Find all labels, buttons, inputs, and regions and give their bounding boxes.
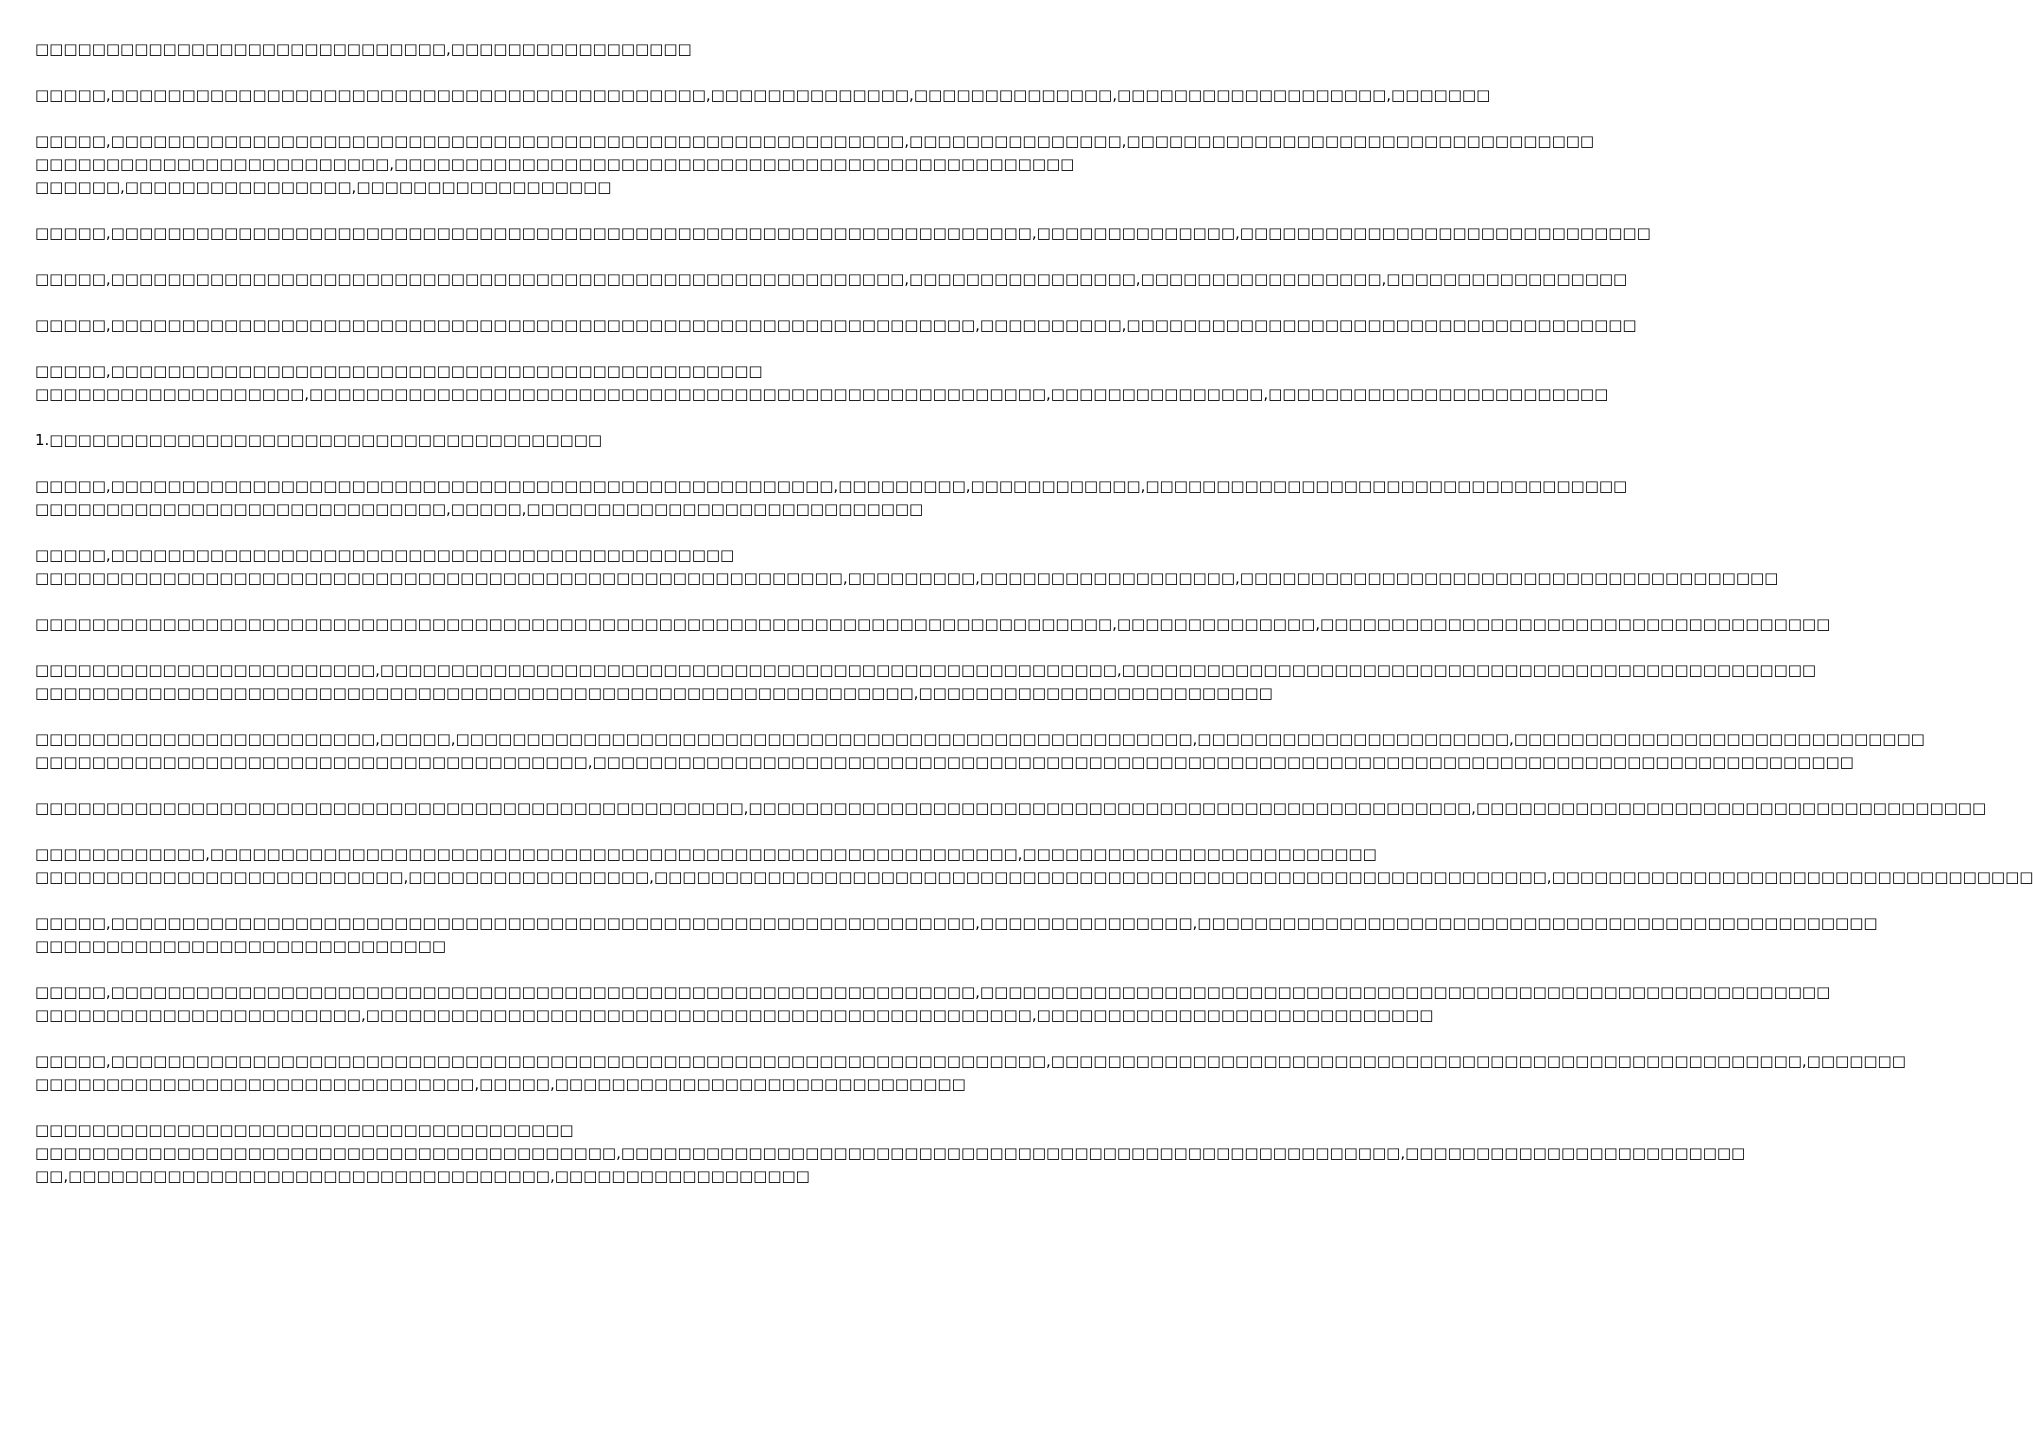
text-line: □□□□□,□□□□□□□□□□□□□□□□□□□□□□□□□□□□□□□□□□□□□□□□□□□□□□□□□□□□□□□□□□□□□□□□□□,□□□□□□□□□□□□□□□□□□□□□□□□□□□□□□□□□□□□□□□□□□□□□□□□□□□□□,□□□□□□□	[35, 1052, 1906, 1070]
text-line: □□□□□□□□□□□□□□□□□□□□□□□□□□□□□□□□□□□□□□□□□□□□□□□□□□,□□□□□□□□□□□□□□□□□□□□□□□□□□□□□□□□□□□□□□□□□□□□□□□□□□□,□□□□□□□□□□□□□□□□□□□□□□□□□□□□□□□□□□□□	[35, 799, 1987, 817]
paragraph	[35, 1050, 1906, 1096]
paragraph	[35, 843, 2033, 889]
text-line: □□□□□□□□□□□□□□□□□□□,□□□□□□□□□□□□□□□□□□□□□□□□□□□□□□□□□□□□□□□□□□□□□□□□□□□□,□□□□□□□□□□□□□□□,□□□□□□□□□□□□□□□□□□□□□□□□	[35, 385, 1609, 403]
text-line: □□□□□□□□□□□□□□□□□□□□□□□□,□□□□□,□□□□□□□□□□□□□□□□□□□□□□□□□□□□□□□□□□□□□□□□□□□□□□□□□□□□,□□□□□□□□□□□□□□□□□□□□□□,□□□□□□□□□□□□□□□□□□□□□□□□□□□□□	[35, 730, 1925, 748]
text-line: □□□□□,□□□□□□□□□□□□□□□□□□□□□□□□□□□□□□□□□□□□□□□□□□□□□□□□□□□□□□□□,□□□□□□□□□□□□□□□,□□□□□□□□□□□□□□□□□□□□□□□□□□□□□□□□□	[35, 132, 1595, 150]
text-line: □□□□□,□□□□□□□□□□□□□□□□□□□□□□□□□□□□□□□□□□□□□□□□□□,□□□□□□□□□□□□□□,□□□□□□□□□□□□□□,□□□□□□□□□□□□□□□□□□□,□□□□□□□	[35, 86, 1491, 104]
text-line: □□□□□□□□□□□□□□□□□□□□□□□□□□□□□,□□□□□,□□□□□□□□□□□□□□□□□□□□□□□□□□□□	[35, 500, 924, 518]
text-line: □□□□□,□□□□□□□□□□□□□□□□□□□□□□□□□□□□□□□□□□□□□□□□□□□□□□□□□□□,□□□□□□□□□,□□□□□□□□□□□□,□□□□□□□□□□□□□□□□□□□□□□□□□□□□□□□□□□	[35, 477, 1628, 495]
paragraph	[35, 659, 1817, 705]
text-line: □□□□□□□□□□□□□□□□□□□□□□□□□□□□□□□□□□□□□□□□□,□□□□□□□□□□□□□□□□□□□□□□□□□□□□□□□□□□□□□□□□□□□□□□□□□□□□□□□,□□□□□□□□□□□□□□□□□□□□□□□□	[35, 1144, 1746, 1162]
paragraph	[35, 981, 1831, 1027]
text-line: □□□□□□□□□□□□□□□□□□□□□□□□□□□□□,□□□□□□□□□□□□□□□□□	[35, 40, 692, 58]
text-line: □□□□□,□□□□□□□□□□□□□□□□□□□□□□□□□□□□□□□□□□□□□□□□□□□□□□□□□□□□□□□□□□□□□□□□□,□□□□□□□□□□□□□□,□□□□□□□□□□□□□□□□□□□□□□□□□□□□□	[35, 224, 1651, 242]
text-line: □□□□□,□□□□□□□□□□□□□□□□□□□□□□□□□□□□□□□□□□□□□□□□□□□□	[35, 546, 735, 564]
text-line: □□□□□□□□□□□□□□□□□□□□□□□□□□□□□□□□□□□□□□□,□□□□□□□□□□□□□□□□□□□□□□□□□□□□□□□□□□□□□□□□□□□□□□□□□□□□□□□□□□□□□□□□□□□□□□□□□□□□□□□□□□□□□□□□□	[35, 753, 1854, 771]
paragraph	[35, 314, 1637, 337]
text-line: □□□□□□□□□□□□□□□□□□□□□□□□□□□□□□□,□□□□□,□□□□□□□□□□□□□□□□□□□□□□□□□□□□□	[35, 1075, 966, 1093]
text-line: □□□□□□□□□□□□□□□□□□□□□□□□□□□□□□□□□□□□□□□□□□□□□□□□□□□□□□□□□□□□□□,□□□□□□□□□□□□□□□□□□□□□□□□□	[35, 684, 1273, 702]
paragraph	[35, 613, 1831, 636]
paragraph	[35, 130, 1595, 199]
paragraph	[35, 544, 1779, 590]
text-line: □□□□□□□□□□□□□□□□□□□□□□□□□□□□□□□□□□□□□□	[35, 1121, 574, 1139]
text-line: □□□□□□□□□□□□□□□□□□□□□□□□□□□□□	[35, 937, 446, 955]
paragraph	[35, 222, 1651, 245]
paragraph	[35, 912, 1878, 958]
text-line: □□□□□,□□□□□□□□□□□□□□□□□□□□□□□□□□□□□□□□□□□□□□□□□□□□□□	[35, 362, 763, 380]
paragraph	[35, 360, 1609, 406]
text-line: □□□□□□□□□□□□□□□□□□□□□□□□□□,□□□□□□□□□□□□□□□□□,□□□□□□□□□□□□□□□□□□□□□□□□□□□□□□□□□□□□□□□□□□□□□□□□□□□□□□□□□□□□□□□,□□□□□□□□□□□□□□□□□□□□□□□□□□□□□□□□□□	[35, 868, 2033, 886]
text-line: □□□□□,□□□□□□□□□□□□□□□□□□□□□□□□□□□□□□□□□□□□□□□□□□□□□□□□□□□□□□□□□□□□□,□□□□□□□□□□,□□□□□□□□□□□□□□□□□□□□□□□□□□□□□□□□□□□□	[35, 316, 1637, 334]
document-body	[35, 38, 2033, 1211]
text-line: □□□□□□□□□□□□□□□□□□□□□□□□□□□□□□□□□□□□□□□□□□□□□□□□□□□□□□□□□,□□□□□□□□□,□□□□□□□□□□□□□□□□□□,□□□□□□□□□□□□□□□□□□□□□□□□□□□□□□□□□□□□□□	[35, 569, 1779, 587]
paragraph	[35, 268, 1628, 291]
text-line: □□□□□□□□□□□□,□□□□□□□□□□□□□□□□□□□□□□□□□□□□□□□□□□□□□□□□□□□□□□□□□□□□□□□□□,□□□□□□□□□□□□□□□□□□□□□□□□□	[35, 845, 1377, 863]
text-line: 1.□□□□□□□□□□□□□□□□□□□□□□□□□□□□□□□□□□□□□□□	[35, 431, 603, 449]
text-line: □□□□□□,□□□□□□□□□□□□□□□□,□□□□□□□□□□□□□□□□□□	[35, 178, 612, 196]
text-line: □□□□□□□□□□□□□□□□□□□□□□□□□,□□□□□□□□□□□□□□□□□□□□□□□□□□□□□□□□□□□□□□□□□□□□□□□□	[35, 155, 1075, 173]
text-line: □□□□□□□□□□□□□□□□□□□□□□□□□□□□□□□□□□□□□□□□□□□□□□□□□□□□□□□□□□□□□□□□□□□□□□□□□□□□,□□□□□□□□□□□□□□,□□□□□□□□□□□□□□□□□□□□□□□□□□□□□□□□□□□□	[35, 615, 1831, 633]
text-line: □□□□□□□□□□□□□□□□□□□□□□□□,□□□□□□□□□□□□□□□□□□□□□□□□□□□□□□□□□□□□□□□□□□□□□□□□□□□□,□□□□□□□□□□□□□□□□□□□□□□□□□□□□□□□□□□□□□□□□□□□□□□□□□	[35, 661, 1817, 679]
paragraph	[35, 728, 1925, 774]
paragraph	[35, 797, 1987, 820]
text-line: □□□□□,□□□□□□□□□□□□□□□□□□□□□□□□□□□□□□□□□□□□□□□□□□□□□□□□□□□□□□□□,□□□□□□□□□□□□□□□□,□□□□□□□□□□□□□□□□□,□□□□□□□□□□□□□□□□□	[35, 270, 1628, 288]
text-line: □□,□□□□□□□□□□□□□□□□□□□□□□□□□□□□□□□□□□,□□□□□□□□□□□□□□□□□□	[35, 1167, 810, 1185]
paragraph	[35, 1119, 1746, 1188]
paragraph	[35, 84, 1491, 107]
text-line: □□□□□,□□□□□□□□□□□□□□□□□□□□□□□□□□□□□□□□□□□□□□□□□□□□□□□□□□□□□□□□□□□□□,□□□□□□□□□□□□□□□□□□□□□□□□□□□□□□□□□□□□□□□□□□□□□□□□□□□□□□□□□□□□	[35, 983, 1831, 1001]
text-line: □□□□□□□□□□□□□□□□□□□□□□□,□□□□□□□□□□□□□□□□□□□□□□□□□□□□□□□□□□□□□□□□□□□□□□□,□□□□□□□□□□□□□□□□□□□□□□□□□□□□	[35, 1006, 1434, 1024]
paragraph	[35, 475, 1628, 521]
paragraph	[35, 429, 990, 452]
paragraph	[35, 38, 990, 61]
text-line: □□□□□,□□□□□□□□□□□□□□□□□□□□□□□□□□□□□□□□□□□□□□□□□□□□□□□□□□□□□□□□□□□□□,□□□□□□□□□□□□□□□,□□□□□□□□□□□□□□□□□□□□□□□□□□□□□□□□□□□□□□□□□□□□□□□□	[35, 914, 1878, 932]
